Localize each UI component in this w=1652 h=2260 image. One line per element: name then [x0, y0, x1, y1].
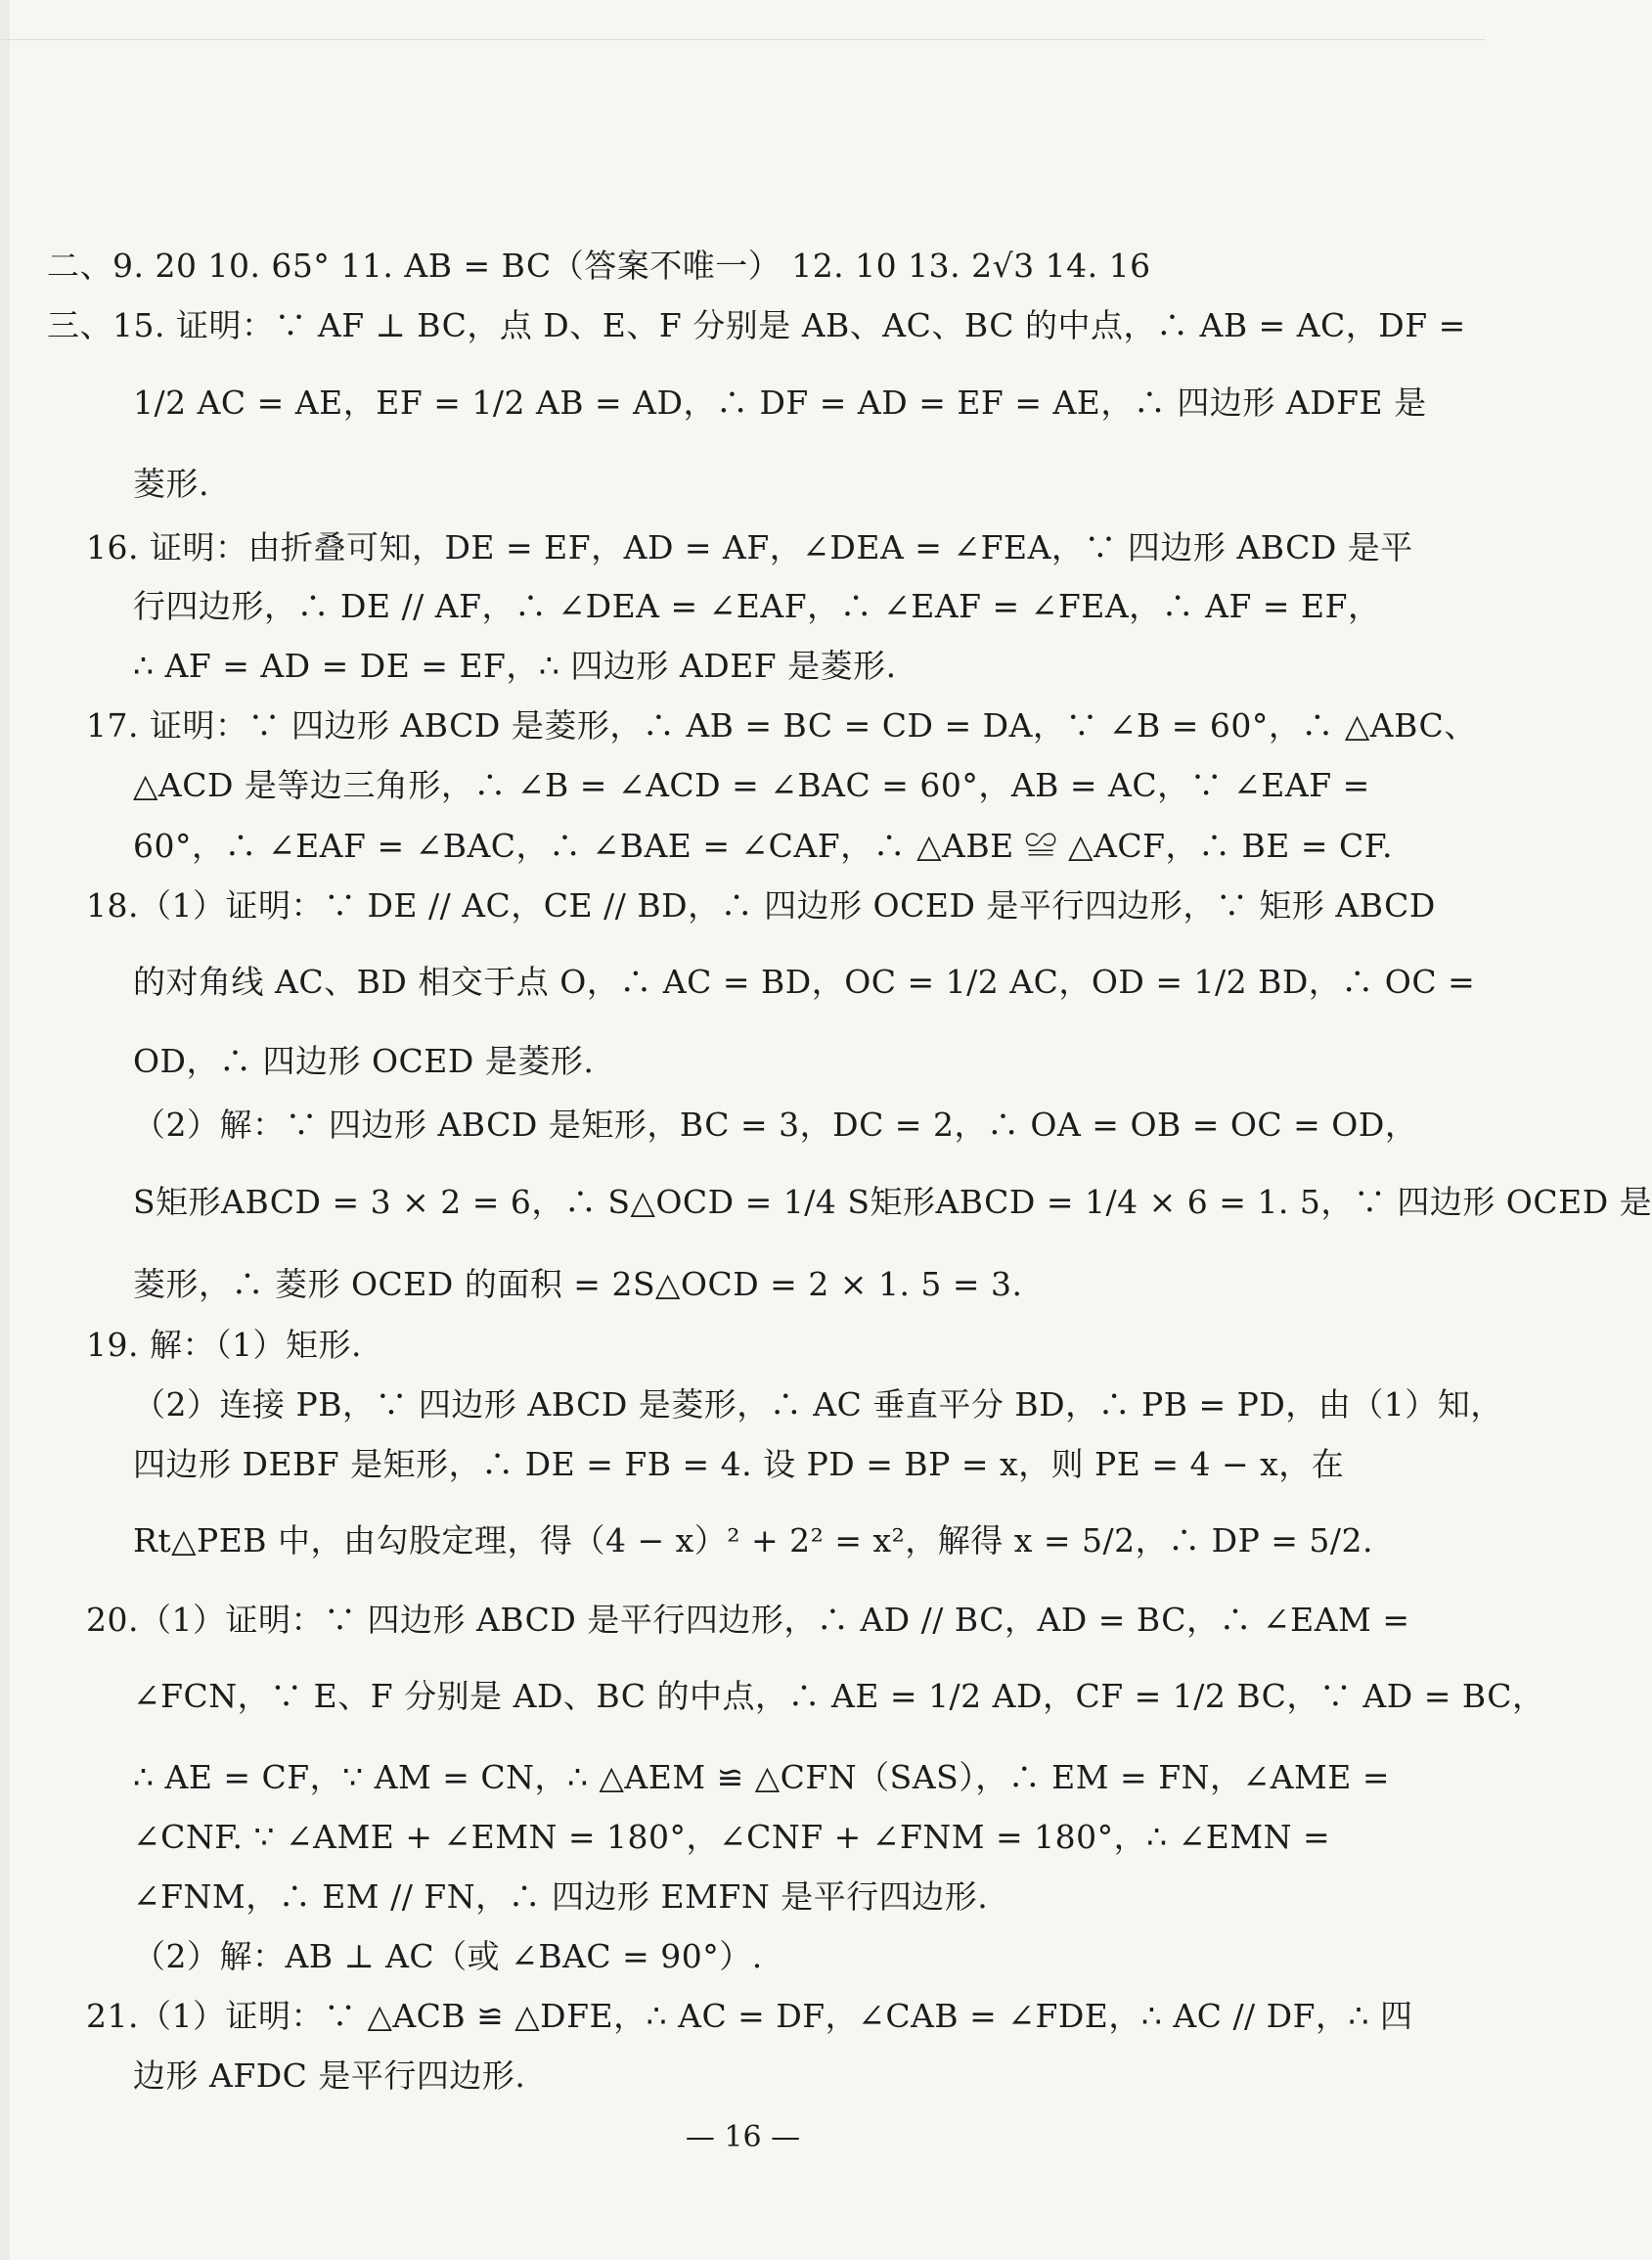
answer-line: ∴ AE = CF，∵ AM = CN，∴ △AEM ≌ △CFN（SAS），∴ EM = FN，∠AME = — [133, 1758, 1390, 1796]
answer-line: 行四边形，∴ DE // AF，∴ ∠DEA = ∠EAF，∴ ∠EAF = ∠FEA，∴ AF = EF， — [133, 587, 1381, 625]
answer-line: 18.（1）证明：∵ DE // AC，CE // BD，∴ 四边形 OCED 是平行四边形，∵ 矩形 ABCD — [86, 886, 1436, 925]
answer-line: 菱形，∴ 菱形 OCED 的面积 = 2S△OCD = 2 × 1. 5 = 3. — [133, 1265, 1023, 1303]
answer-line: 20.（1）证明：∵ 四边形 ABCD 是平行四边形，∴ AD // BC，AD = BC，∴ ∠EAM = — [86, 1601, 1410, 1639]
answer-line: OD，∴ 四边形 OCED 是菱形. — [133, 1042, 595, 1080]
answer-line: ∠FCN，∵ E、F 分别是 AD、BC 的中点，∴ AE = 1/2 AD，CF = 1/2 BC，∵ AD = BC， — [133, 1677, 1545, 1715]
answer-line: 17. 证明：∵ 四边形 ABCD 是菱形，∴ AB = BC = CD = DA，∵ ∠B = 60°，∴ △ABC、 — [86, 706, 1477, 745]
answer-line: ∠CNF. ∵ ∠AME + ∠EMN = 180°，∠CNF + ∠FNM = 180°，∴ ∠EMN = — [133, 1818, 1331, 1856]
answer-line: Rt△PEB 中，由勾股定理，得（4 − x）² + 2² = x²，解得 x = 5/2，∴ DP = 5/2. — [133, 1521, 1374, 1559]
answer-line: 边形 AFDC 是平行四边形. — [133, 2057, 526, 2095]
answer-line: 三、15. 证明：∵ AF ⊥ BC，点 D、E、F 分别是 AB、AC、BC 的中点，∴ AB = AC，DF = — [47, 306, 1466, 344]
answer-line: （2）解：AB ⊥ AC（或 ∠BAC = 90°）. — [133, 1937, 763, 1975]
answer-line: 1/2 AC = AE，EF = 1/2 AB = AD，∴ DF = AD = EF = AE，∴ 四边形 ADFE 是 — [133, 384, 1427, 422]
page-number: — 16 — — [685, 2120, 801, 2154]
answer-line: 二、9. 20 10. 65° 11. AB = BC（答案不唯一） 12. 10 13. 2√3 14. 16 — [47, 247, 1151, 285]
answer-line: 19. 解：（1）矩形. — [86, 1326, 362, 1364]
scan-edge — [0, 0, 10, 2260]
answer-line: ∴ AF = AD = DE = EF，∴ 四边形 ADEF 是菱形. — [133, 647, 897, 685]
answer-line: （2）连接 PB，∵ 四边形 ABCD 是菱形，∴ AC 垂直平分 BD，∴ PB = PD，由（1）知， — [133, 1385, 1503, 1424]
answer-line: 60°，∴ ∠EAF = ∠BAC，∴ ∠BAE = ∠CAF，∴ △ABE ≌ △ACF，∴ BE = CF. — [133, 827, 1393, 865]
answer-line: 21.（1）证明：∵ △ACB ≌ △DFE，∴ AC = DF，∠CAB = ∠FDE，∴ AC // DF，∴ 四 — [86, 1997, 1413, 2035]
answer-line: S矩形ABCD = 3 × 2 = 6，∴ S△OCD = 1/4 S矩形ABCD = 1/4 × 6 = 1. 5，∵ 四边形 OCED 是 — [133, 1183, 1652, 1221]
answer-line: ∠FNM，∴ EM // FN，∴ 四边形 EMFN 是平行四边形. — [133, 1877, 989, 1916]
answer-line: 菱形. — [133, 465, 209, 503]
answer-line: 16. 证明：由折叠可知，DE = EF，AD = AF，∠DEA = ∠FEA，∵ 四边形 ABCD 是平 — [86, 528, 1413, 566]
answer-line: 四边形 DEBF 是矩形，∴ DE = FB = 4. 设 PD = BP = x，则 PE = 4 − x，在 — [133, 1445, 1345, 1483]
answer-line: △ACD 是等边三角形，∴ ∠B = ∠ACD = ∠BAC = 60°，AB = AC，∵ ∠EAF = — [133, 766, 1370, 804]
answer-line: （2）解：∵ 四边形 ABCD 是矩形，BC = 3，DC = 2，∴ OA = OB = OC = OD， — [133, 1106, 1418, 1144]
scan-top-rule — [0, 39, 1486, 40]
answer-line: 的对角线 AC、BD 相交于点 O，∴ AC = BD，OC = 1/2 AC，OD = 1/2 BD，∴ OC = — [133, 963, 1476, 1001]
